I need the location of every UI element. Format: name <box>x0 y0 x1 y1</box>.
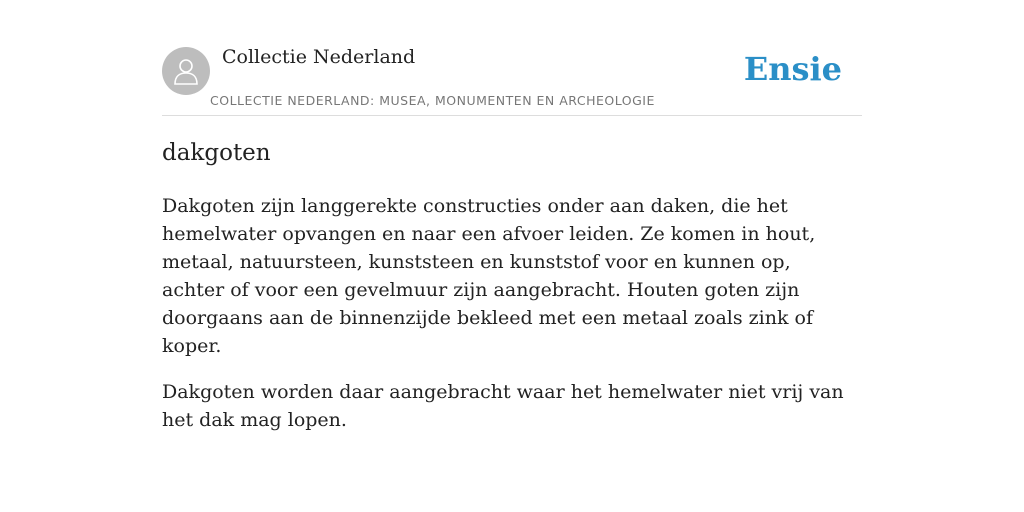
brand-logo[interactable]: Ensie <box>743 50 842 88</box>
header-divider <box>162 115 862 116</box>
header <box>162 40 862 116</box>
user-icon <box>172 56 200 86</box>
publisher-subtitle: COLLECTIE NEDERLAND: MUSEA, MONUMENTEN EN ARCHEOLOGIE <box>210 93 655 108</box>
avatar[interactable] <box>162 47 210 95</box>
article-paragraph: Dakgoten zijn langgerekte constructies onder aan daken, die het hemelwater opvangen en naar een afvoer leiden. Ze komen in hout, metaal, natuursteen, kunststeen en kunststof voor en kunnen op, achter of voor een gevelmuur zijn aangebracht. Houten goten zijn doorgaans aan de binnenzijde bekleed met een metaal zoals zink of koper. <box>162 195 816 357</box>
publisher-name[interactable]: Collectie Nederland <box>222 46 416 68</box>
article-paragraph: Dakgoten worden daar aangebracht waar het hemelwater niet vrij van het dak mag lopen. <box>162 381 844 431</box>
article-title: dakgoten <box>162 140 271 166</box>
article-body <box>162 192 852 452</box>
